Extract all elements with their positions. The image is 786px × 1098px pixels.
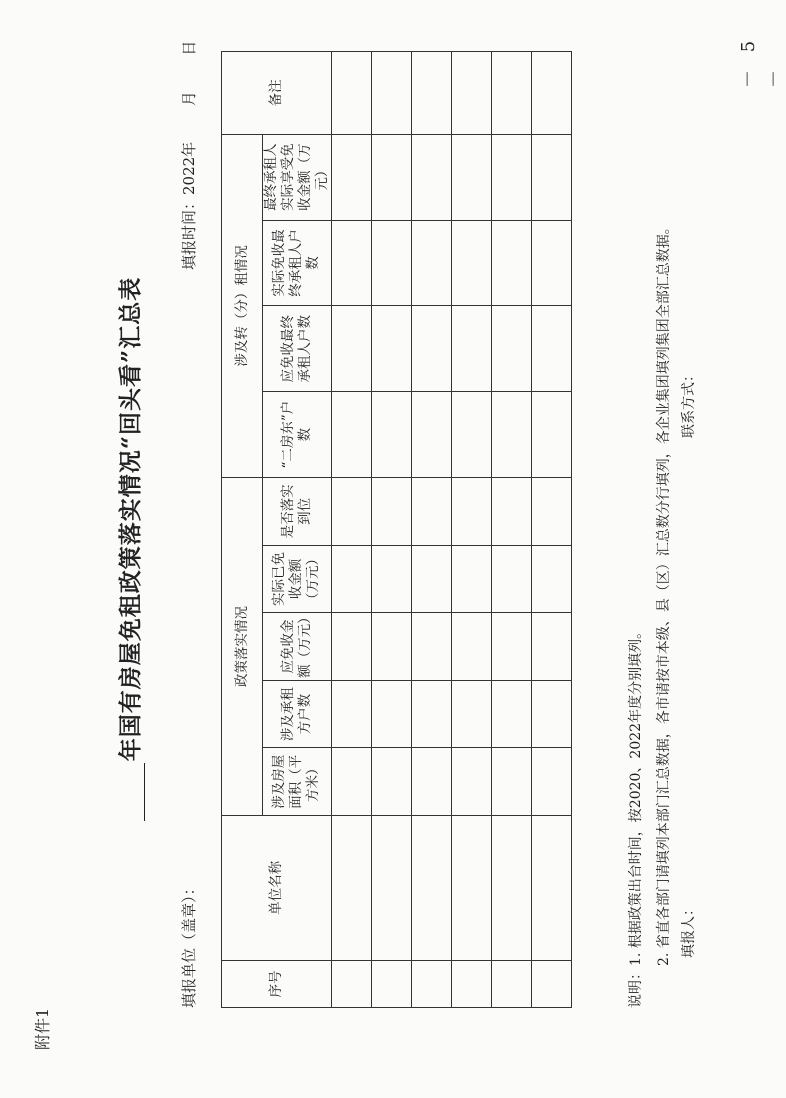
table-cell bbox=[491, 545, 531, 613]
note-line-2 bbox=[650, 220, 678, 1008]
note-1: 1. 根据政策出台时间，按2020、2022年度分别填列。 bbox=[628, 624, 644, 966]
table-cell bbox=[491, 220, 531, 306]
table-cell bbox=[411, 134, 451, 220]
table-cell bbox=[491, 748, 531, 816]
table-body bbox=[331, 52, 571, 1008]
table-cell bbox=[451, 134, 491, 220]
table-cell bbox=[371, 392, 411, 478]
table-cell bbox=[491, 680, 531, 748]
table-row bbox=[411, 52, 451, 1008]
notes-prefix: 说明： bbox=[628, 966, 644, 1008]
table-cell bbox=[451, 220, 491, 306]
table-cell bbox=[371, 748, 411, 816]
table-cell bbox=[331, 306, 371, 392]
table-cell bbox=[531, 220, 571, 306]
header-actual-final-tenant: 实际免收最终承租人户数 bbox=[263, 220, 332, 306]
filler-label: 填报人： bbox=[681, 902, 697, 958]
table-cell bbox=[371, 306, 411, 392]
header-due-waiver: 应免收金额（万元） bbox=[263, 613, 332, 681]
table-cell bbox=[331, 220, 371, 306]
table-cell bbox=[491, 613, 531, 681]
table-cell bbox=[371, 52, 411, 135]
table-row bbox=[451, 52, 491, 1008]
table-cell bbox=[531, 306, 571, 392]
header-remark: 备注 bbox=[222, 52, 332, 135]
table-cell bbox=[371, 960, 411, 1007]
table-cell bbox=[531, 52, 571, 135]
table-cell bbox=[451, 306, 491, 392]
page-number: － 5 － bbox=[738, 34, 785, 88]
summary-table bbox=[221, 51, 572, 1008]
attachment-label: 附件1 bbox=[33, 1007, 52, 1050]
table-cell bbox=[411, 680, 451, 748]
table-cell bbox=[491, 960, 531, 1007]
header-sublessor-count: “二房东”户数 bbox=[263, 392, 332, 478]
table-cell bbox=[411, 815, 451, 960]
year-blank-line bbox=[120, 763, 145, 821]
table-cell bbox=[531, 748, 571, 816]
table-cell bbox=[531, 960, 571, 1007]
table-cell bbox=[331, 478, 371, 546]
header-final-tenant-amount: 最终承租人实际享受免收金额（万元） bbox=[263, 134, 332, 220]
table-cell bbox=[451, 545, 491, 613]
table-row bbox=[331, 52, 371, 1008]
fill-time-month: 月 bbox=[180, 91, 198, 107]
table-cell bbox=[371, 134, 411, 220]
table-cell bbox=[411, 478, 451, 546]
table-row bbox=[371, 52, 411, 1008]
table-row bbox=[491, 52, 531, 1008]
table-cell bbox=[451, 52, 491, 135]
fill-unit-label: 填报单位（盖章）： bbox=[180, 880, 198, 1008]
table-cell bbox=[411, 545, 451, 613]
header-unit-name: 单位名称 bbox=[222, 815, 332, 960]
table-cell bbox=[451, 613, 491, 681]
table-cell bbox=[411, 220, 451, 306]
header-seq: 序号 bbox=[222, 960, 332, 1007]
title-text: 年国有房屋免租政策落实情况“回头看”汇总表 bbox=[117, 276, 144, 762]
table-cell bbox=[371, 545, 411, 613]
table-cell bbox=[531, 613, 571, 681]
table-cell bbox=[411, 960, 451, 1007]
table-cell bbox=[371, 220, 411, 306]
table-cell bbox=[491, 815, 531, 960]
table-cell bbox=[451, 680, 491, 748]
table-cell bbox=[451, 392, 491, 478]
table-cell bbox=[531, 478, 571, 546]
table-cell bbox=[451, 748, 491, 816]
table-cell bbox=[331, 680, 371, 748]
table-cell bbox=[531, 815, 571, 960]
table-cell bbox=[531, 680, 571, 748]
table-cell bbox=[491, 478, 531, 546]
header-policy-group: 政策落实情况 bbox=[222, 478, 263, 816]
fill-time-day: 日 bbox=[180, 40, 198, 56]
header-due-final-tenant: 应免收最终承租人户数 bbox=[263, 306, 332, 392]
table-cell bbox=[331, 748, 371, 816]
table-cell bbox=[531, 545, 571, 613]
table-cell bbox=[411, 52, 451, 135]
header-actual-waiver: 实际已免收金额（万元） bbox=[263, 545, 332, 613]
note-2: 2. 省直各部门请填列本部门汇总数据，各市请按市本级、县（区）汇总数分行填列，各企业集团填列集团全部汇总数据。 bbox=[656, 220, 672, 966]
contact-label: 联系方式： bbox=[681, 368, 697, 438]
table-cell bbox=[331, 52, 371, 135]
page-title bbox=[112, 0, 145, 1098]
fill-time-prefix: 填报时间：2022年 bbox=[180, 141, 198, 270]
table-cell bbox=[491, 306, 531, 392]
table-cell bbox=[331, 134, 371, 220]
table-cell bbox=[331, 815, 371, 960]
table-cell bbox=[531, 392, 571, 478]
table-cell bbox=[451, 478, 491, 546]
table-cell bbox=[371, 680, 411, 748]
table-cell bbox=[331, 960, 371, 1007]
table-cell bbox=[531, 134, 571, 220]
table-cell bbox=[451, 815, 491, 960]
table-cell bbox=[331, 392, 371, 478]
table-cell bbox=[491, 52, 531, 135]
table-cell bbox=[491, 392, 531, 478]
table-cell bbox=[451, 960, 491, 1007]
header-implemented: 是否落实到位 bbox=[263, 478, 332, 546]
table-cell bbox=[371, 478, 411, 546]
note-line-1 bbox=[622, 220, 650, 1008]
notes bbox=[622, 220, 678, 1008]
table-cell bbox=[411, 748, 451, 816]
table-cell bbox=[411, 306, 451, 392]
table-cell bbox=[331, 613, 371, 681]
table-cell bbox=[331, 545, 371, 613]
header-tenant-count: 涉及承租方户数 bbox=[263, 680, 332, 748]
table-cell bbox=[411, 613, 451, 681]
header-area: 涉及房屋面积（平方米） bbox=[263, 748, 332, 816]
table-row bbox=[531, 52, 571, 1008]
fill-time bbox=[178, 41, 199, 270]
header-sublease-group: 涉及转（分）租情况 bbox=[222, 134, 263, 477]
table-cell bbox=[491, 134, 531, 220]
table-cell bbox=[411, 392, 451, 478]
table-cell bbox=[371, 815, 411, 960]
table-cell bbox=[371, 613, 411, 681]
